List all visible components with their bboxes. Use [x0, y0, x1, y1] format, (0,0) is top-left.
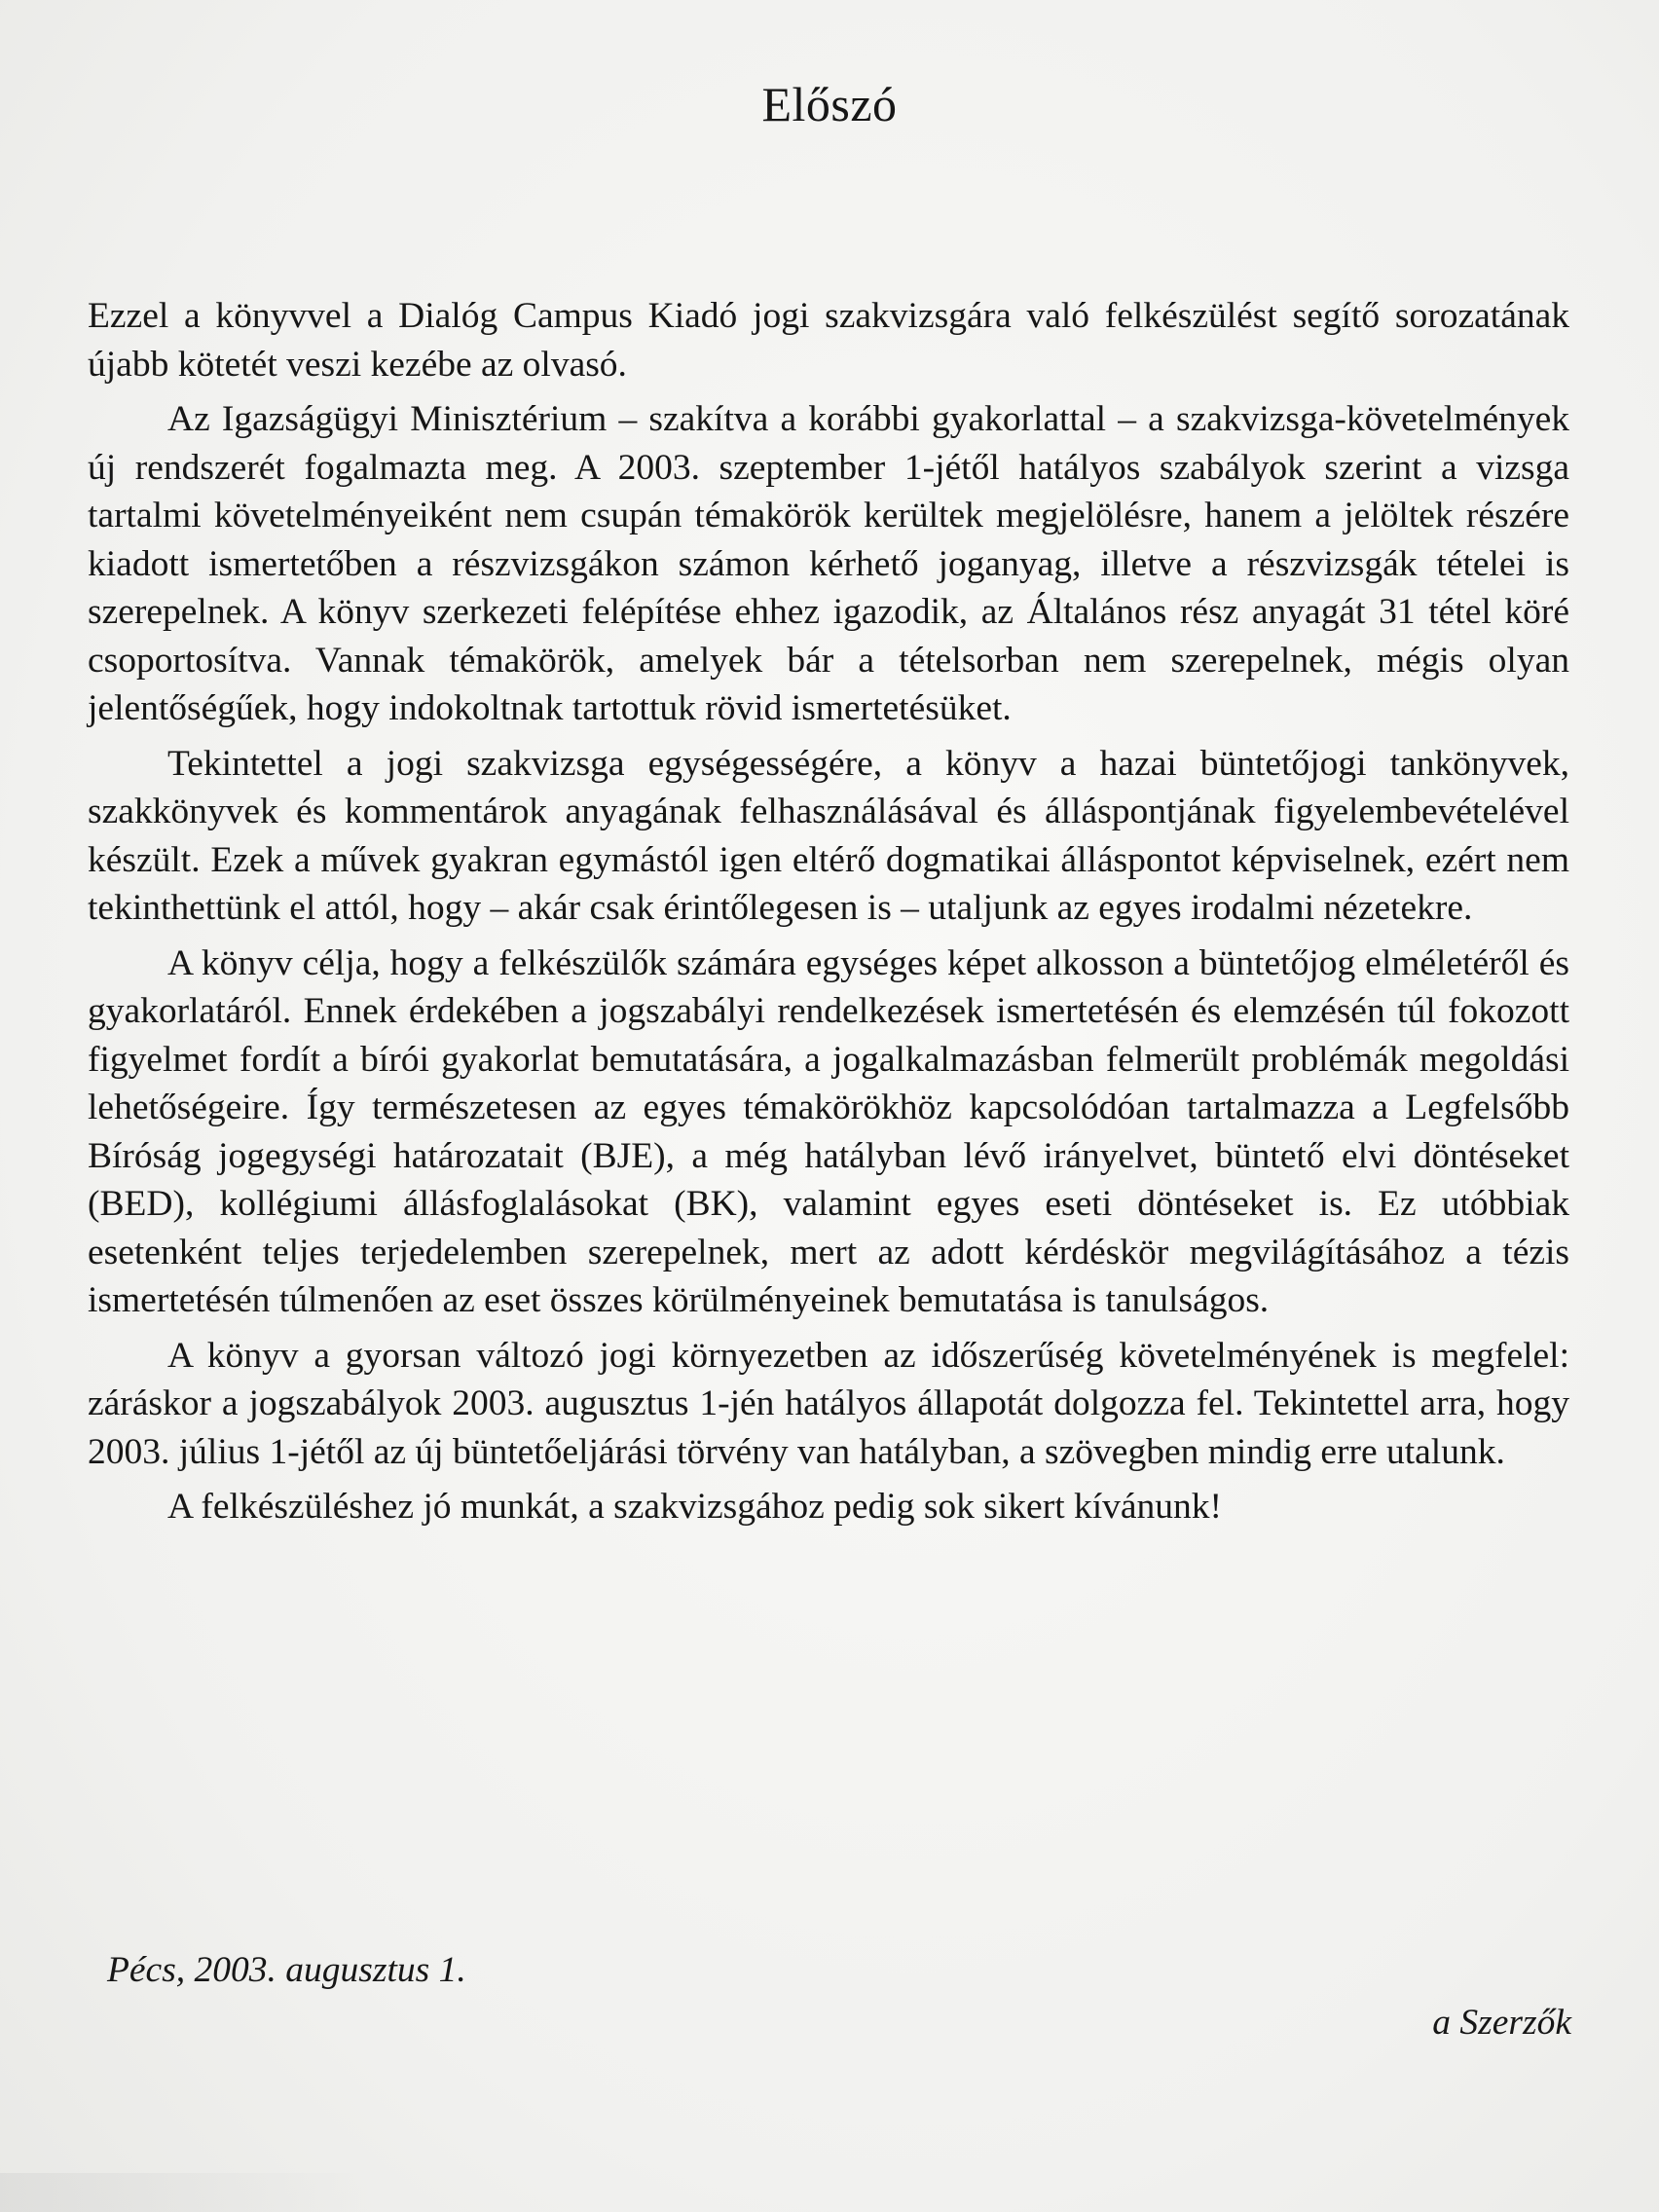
place-and-date: Pécs, 2003. augusztus 1.: [107, 1950, 466, 1990]
paragraph-4: A könyv célja, hogy a felkészülők számára egységes képet alkosson a büntetőjog elméletéről és gyakorlatáról. Ennek érdekében a jogszabályi rendelkezések ismertetésén és elemzésén túl fokozott figyelmet fordít a bírói gyakorlat bemutatására, a jogalkalmazásban felmerült problémák megoldási lehetőségeire. Így természetesen az egyes témakörökhöz kapcsolódóan tartalmazza a Legfelsőbb Bíróság jogegységi határozatait (BJE), a még hatályban lévő irányelvet, büntető elvi döntéseket (BED), kollégiumi állásfoglalásokat (BK), valamint egyes eseti döntéseket is. Ez utóbbiak esetenként teljes terjedelemben szerepelnek, mert az adott kérdéskör megvilágításához a tézis ismertetésén túlmenően az eset összes körülményeinek bemutatása is tanulságos.: [88, 942, 1569, 1320]
paragraph-1: Ezzel a könyvvel a Dialóg Campus Kiadó jogi szakvizsgára való felkészülést segítő sorozatának újabb kötetét veszi kezébe az olvasó.: [88, 296, 1569, 385]
signature: a Szerzők: [1432, 2003, 1571, 2043]
paragraph-5: A könyv a gyorsan változó jogi környezetben az időszerűség követelményének is megfelel: záráskor a jogszabályok 2003. augusztus 1-jén hatályos állapotát dolgozza fel. Tekintettel arra, hogy 2003. július 1-jétől az új büntetőeljárási törvény van hatályban, a szövegben mindig erre utalunk.: [88, 1335, 1569, 1472]
paragraph-2: Az Igazságügyi Minisztérium – szakítva a korábbi gyakorlattal – a szakvizsga-követelmények új rendszerét fogalmazta meg. A 2003. szeptember 1-jétől hatályos szabályok szerint a vizsga tartalmi követelményeiként nem csupán témakörök kerültek megjelölésre, hanem a jelöltek részére kiadott ismertetőben a részvizsgákon számon kérhető joganyag, illetve a részvizsgák tételei is szerepelnek. A könyv szerkezeti felépítése ehhez igazodik, az Általános rész anyagát 31 tétel köré csoportosítva. Vannak témakörök, amelyek bár a tételsorban nem szerepelnek, mégis olyan jelentőségűek, hogy indokoltnak tartottuk rövid ismertetésüket.: [88, 399, 1569, 728]
preface-body: [88, 292, 1569, 1538]
paragraph-3: Tekintettel a jogi szakvizsga egységességére, a könyv a hazai büntetőjogi tankönyvek, szakkönyvek és kommentárok anyagának felhasználásával és álláspontjának figyelembevételével készült. Ezek a művek gyakran egymástól igen eltérő dogmatikai álláspontot képviselnek, ezért nem tekinthettünk el attól, hogy – akár csak érintőlegesen is – utaljunk az egyes irodalmi nézetekre.: [88, 743, 1569, 928]
page-title: Előszó: [761, 77, 898, 131]
paragraph-6: A felkészüléshez jó munkát, a szakvizsgához pedig sok sikert kívánunk!: [167, 1487, 1223, 1527]
corner-shadow: [0, 2173, 370, 2212]
